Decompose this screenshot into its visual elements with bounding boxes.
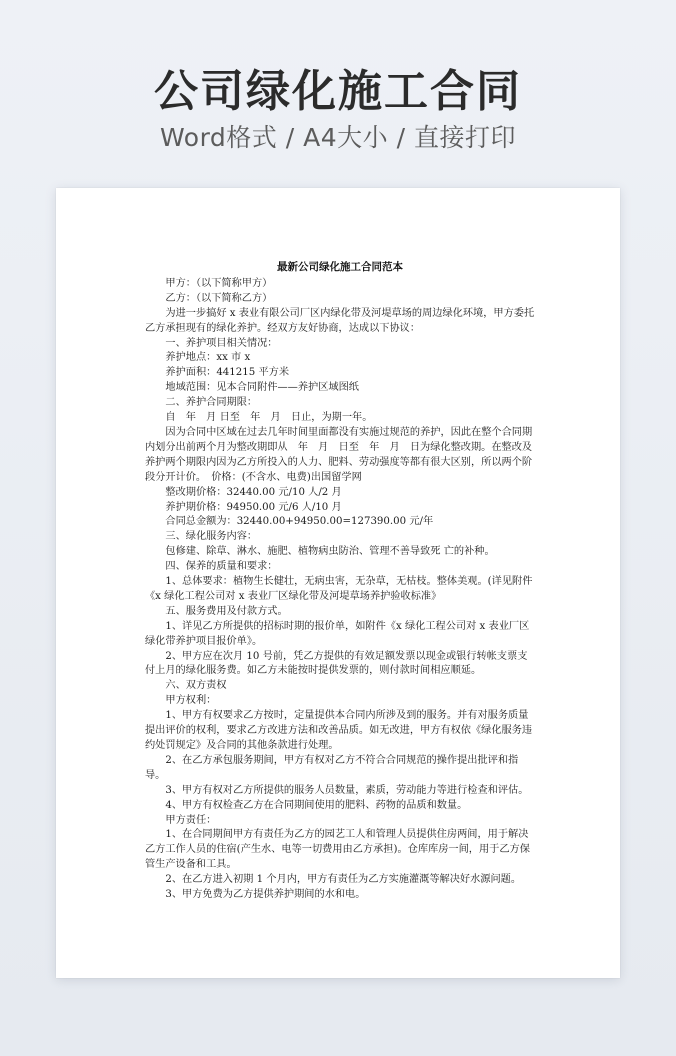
clause-paragraph: 3、甲方有权对乙方所提供的服务人员数量，素质，劳动能力等进行检查和评估。 [165, 784, 529, 796]
clause-paragraph: 地域范围：见本合同附件——养护区域图纸 [165, 382, 359, 394]
price-line: 养护期价格：94950.00 元/6 人/10 月 [165, 501, 342, 513]
document-body [145, 260, 535, 903]
intro-paragraph: 为进一步搞好 x 表业有限公司厂区内绿化带及河堤草场的周边绿化环境，甲方委托乙方承担现有的绿化养护。经双方友好协商，达成以下协议： [145, 307, 535, 334]
price-line: 整改期价格：32440.00 元/10 人/2 月 [165, 486, 342, 498]
clause-paragraph: 4、甲方有权检查乙方在合同期间使用的肥料、药物的品质和数量。 [165, 799, 468, 811]
clause-paragraph: 养护面积：441215 平方米 [165, 367, 290, 379]
clause-paragraph: 因为合同中区域在过去几年时间里面都没有实施过规范的养护，因此在整个合同期内划分出前两个月为整改期即从 年 月 日至 年 月 日为绿化整改期。在整改及养护两个期限内因为乙方所投入的人力、肥料、劳动强度等都有很大区别，所以两个阶段分开计价。 价格：(不含水、电费)出国留学网 [145, 426, 533, 483]
clause-paragraph: 2、在乙方承包服务期间，甲方有权对乙方不符合合同规范的操作提出批评和指导。 [145, 754, 519, 781]
clause-paragraph: 1、总体要求：植物生长健壮，无病虫害，无杂草，无枯枝。整体美观。(详见附件《x 绿化工程公司对 x 表业厂区绿化带及河堤草场养护验收标准》 [145, 576, 533, 602]
subsection-heading: 甲方权利： [165, 695, 217, 707]
section-heading: 二、养护合同期限： [165, 397, 258, 409]
clause-paragraph: 1、详见乙方所提供的招标时期的报价单，如附件《x 绿化工程公司对 x 表业厂区绿化带养护项目报价单》。 [145, 620, 530, 647]
section-heading: 一、养护项目相关情况： [165, 337, 278, 349]
banner-title: 公司绿化施工合同 [154, 66, 522, 117]
clause-paragraph: 2、甲方应在次月 10 号前，凭乙方提供的有效足额发票以现金或银行转帐支票支付上月的绿化服务费。如乙方未能按时提供发票的，则付款时间相应顺延。 [145, 650, 528, 677]
party-a-line: 甲方：（以下简称甲方） [165, 277, 273, 289]
banner-subtitle: Word格式 / A4大小 / 直接打印 [160, 123, 516, 152]
price-line: 合同总金额为：32440.00+94950.00=127390.00 元/年 [165, 516, 434, 528]
clause-paragraph: 自 年 月 日至 年 月 日止，为期一年。 [165, 412, 373, 424]
subsection-heading: 甲方责任： [165, 814, 217, 826]
clause-paragraph: 1、甲方有权要求乙方按时，定量提供本合同内所涉及到的服务。并有对服务质量提出评价的权利，要求乙方改进方法和改善品质。如无改进，甲方有权依《绿化服务违约处罚规定》及合同的其他条款进行处理。 [145, 710, 533, 751]
document-title: 最新公司绿化施工合同范本 [277, 261, 403, 273]
clause-paragraph: 2、在乙方进入初期 1 个月内，甲方有责任为乙方实施灌溉等解决好水源问题。 [165, 874, 522, 886]
section-heading: 三、绿化服务内容： [165, 531, 258, 543]
clause-paragraph: 1、在合同期间甲方有责任为乙方的园艺工人和管理人员提供住房两间，用于解决乙方工作人员的住宿(产生水、电等一切费用由乙方承担)。仓库库房一间，用于乙方保管生产设备和工具。 [145, 829, 530, 871]
party-b-line: 乙方：（以下简称乙方） [165, 292, 273, 304]
clause-paragraph: 养护地点：xx 市 x [165, 352, 251, 364]
clause-paragraph: 包修建、除草、淋水、施肥、植物病虫防治、管理不善导致死 亡的补种。 [165, 546, 495, 558]
section-heading: 四、保养的质量和要求： [165, 561, 278, 573]
document-page [56, 188, 620, 978]
section-heading: 六、双方责权 [165, 680, 227, 692]
clause-paragraph: 3、甲方免费为乙方提供养护期间的水和电。 [165, 889, 366, 901]
section-heading: 五、服务费用及付款方式。 [165, 605, 288, 617]
